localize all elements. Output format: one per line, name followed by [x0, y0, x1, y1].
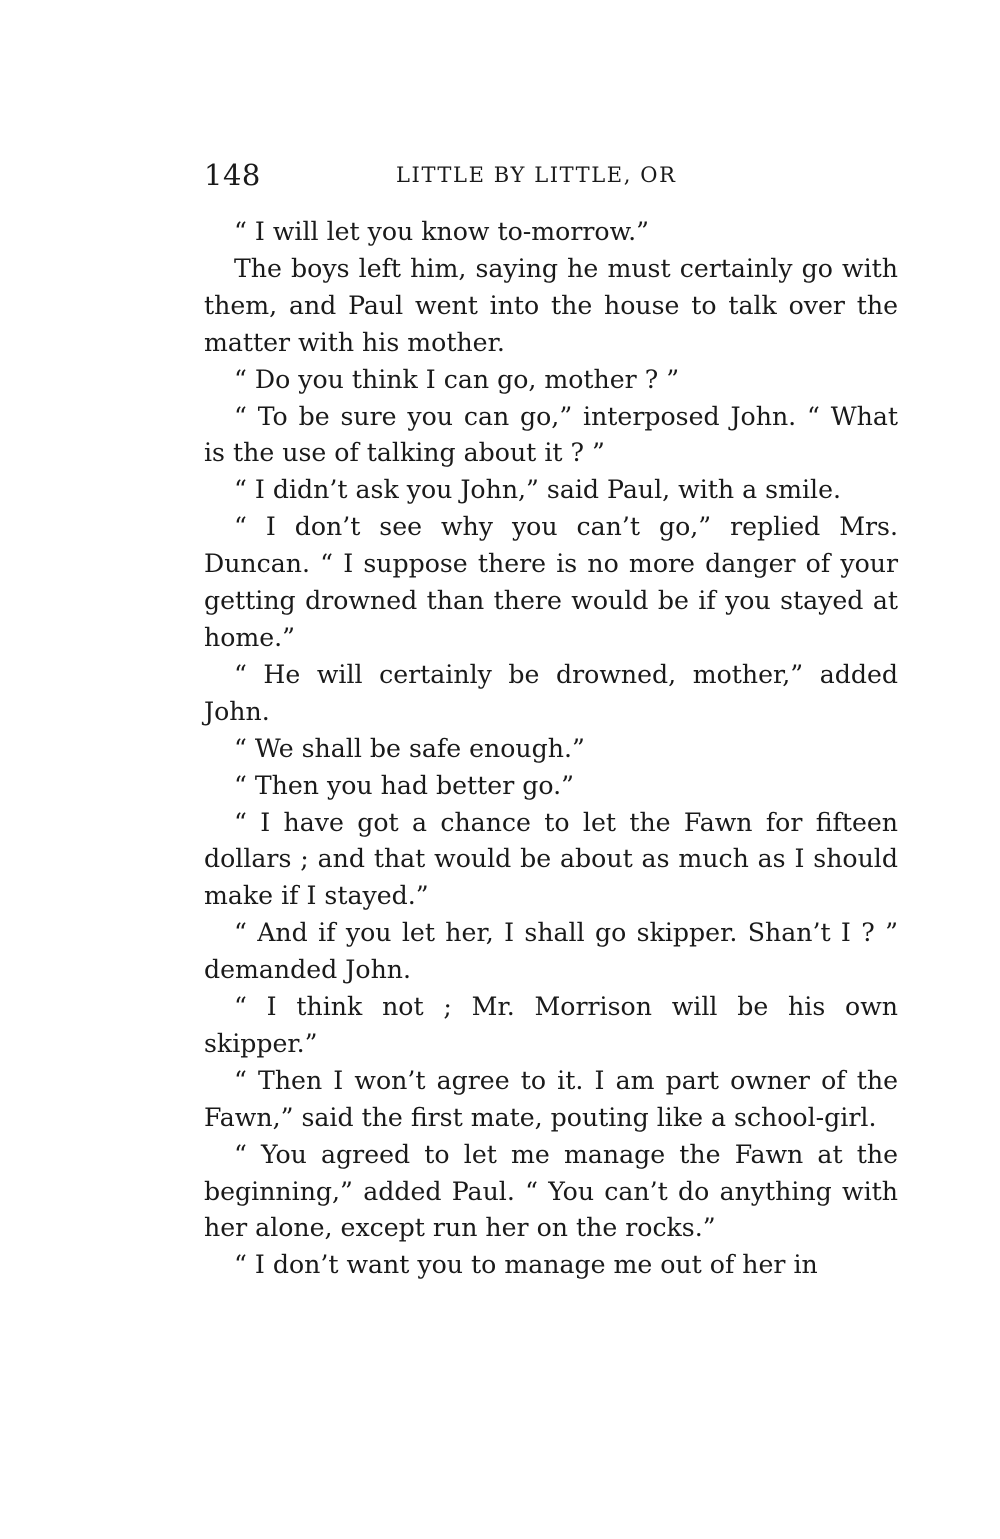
paragraph: “ You agreed to let me manage the Fawn at the beginning,” added Paul. “ You can’t do anything with her alone, except run her on the rocks.” — [204, 1139, 898, 1243]
paragraph: “ Then you had better go.” — [234, 770, 574, 800]
paragraph: “ Do you think I can go, mother ? ” — [234, 364, 680, 394]
paragraph: “ I don’t see why you can’t go,” replied Mrs. Duncan. “ I suppose there is no more danger of your getting drowned than there would be if you stayed at home.” — [204, 512, 898, 652]
paragraph: “ I have got a chance to let the Fawn for fifteen dollars ; and that would be about as much as I should make if I stayed.” — [204, 807, 898, 911]
paragraph: “ I didn’t ask you John,” said Paul, with a smile. — [234, 475, 841, 505]
page-number: 148 — [204, 158, 261, 192]
page-header — [204, 158, 898, 198]
paragraph: “ He will certainly be drowned, mother,” added John. — [204, 659, 898, 726]
paragraph: “ I will let you know to-morrow.” — [234, 217, 650, 246]
paragraph: “ And if you let her, I shall go skipper. Shan’t I ? ” demanded John. — [204, 918, 898, 985]
paragraph: “ I don’t want you to manage me out of her in — [234, 1250, 818, 1280]
paragraph: “ We shall be safe enough.” — [234, 733, 585, 763]
body-text — [204, 214, 898, 1284]
running-head: LITTLE BY LITTLE, OR — [396, 163, 677, 187]
paragraph: “ To be sure you can go,” interposed John. “ What is the use of talking about it ? ” — [204, 401, 898, 468]
paragraph: “ I think not ; Mr. Morrison will be his own skipper.” — [204, 992, 898, 1058]
paragraph: The boys left him, saying he must certainly go with them, and Paul went into the house to talk over the matter with his mother. — [204, 253, 898, 357]
paragraph: “ Then I won’t agree to it. I am part owner of the Fawn,” said the first mate, pouting like a school-girl. — [204, 1065, 898, 1132]
